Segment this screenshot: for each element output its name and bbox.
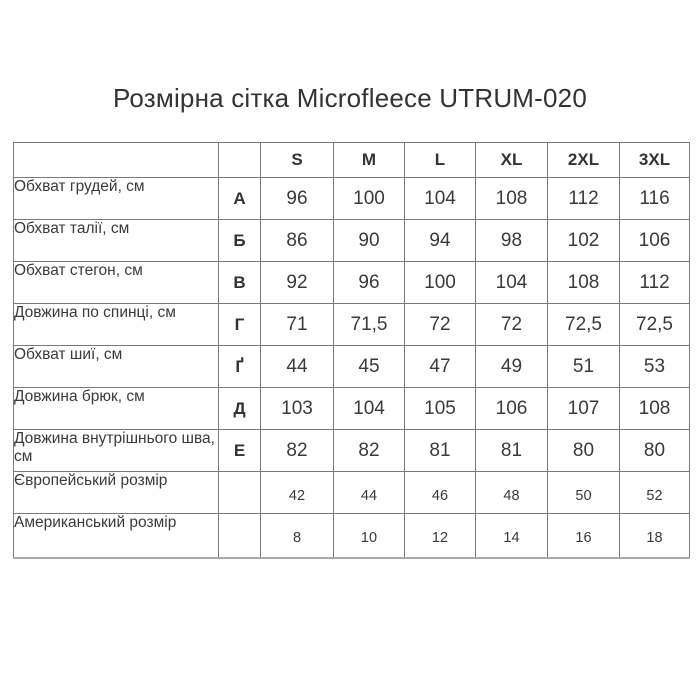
measurement-value: 104	[476, 262, 548, 304]
measurement-value: 96	[334, 262, 405, 304]
measurement-value: 103	[261, 388, 334, 430]
measurement-value: 52	[620, 472, 690, 514]
measurement-value: 72	[476, 304, 548, 346]
measurement-value: 80	[548, 430, 620, 472]
measurement-value: 72	[405, 304, 476, 346]
measurement-label: Довжина внутрішнього шва, см	[14, 430, 219, 472]
measurement-value: 102	[548, 220, 620, 262]
size-column-header: 3XL	[620, 143, 690, 178]
measurement-value: 50	[548, 472, 620, 514]
measurement-letter	[219, 472, 261, 514]
measurement-letter	[219, 514, 261, 558]
page-title: Розмірна сітка Microfleece UTRUM-020	[112, 83, 588, 113]
measurement-value: 81	[405, 430, 476, 472]
measurement-label: Довжина брюк, см	[14, 388, 219, 430]
measurement-value: 48	[476, 472, 548, 514]
measurement-value: 47	[405, 346, 476, 388]
measurement-value: 96	[261, 178, 334, 220]
measurement-value: 92	[261, 262, 334, 304]
measurement-value: 18	[620, 514, 690, 558]
measurement-value: 82	[334, 430, 405, 472]
measurement-label: Європейський розмір	[14, 472, 219, 514]
size-chart-body	[14, 178, 690, 558]
corner-cell-label	[14, 143, 219, 178]
measurement-value: 71	[261, 304, 334, 346]
size-column-header: M	[334, 143, 405, 178]
measurement-value: 108	[476, 178, 548, 220]
measurement-value: 81	[476, 430, 548, 472]
measurement-value: 100	[405, 262, 476, 304]
measurement-label: Американський розмір	[14, 514, 219, 558]
measurement-letter: Б	[219, 220, 261, 262]
measurement-value: 16	[548, 514, 620, 558]
measurement-value: 45	[334, 346, 405, 388]
measurement-label: Довжина по спинці, см	[14, 304, 219, 346]
table-row	[14, 430, 690, 472]
table-row	[14, 472, 690, 514]
size-column-header: S	[261, 143, 334, 178]
measurement-value: 100	[334, 178, 405, 220]
measurement-letter: А	[219, 178, 261, 220]
measurement-value: 44	[261, 346, 334, 388]
measurement-value: 10	[334, 514, 405, 558]
measurement-value: 90	[334, 220, 405, 262]
measurement-value: 14	[476, 514, 548, 558]
measurement-value: 112	[548, 178, 620, 220]
measurement-value: 12	[405, 514, 476, 558]
measurement-value: 108	[620, 388, 690, 430]
measurement-value: 94	[405, 220, 476, 262]
table-row	[14, 304, 690, 346]
header-row	[14, 143, 690, 178]
measurement-value: 104	[334, 388, 405, 430]
measurement-value: 108	[548, 262, 620, 304]
measurement-value: 51	[548, 346, 620, 388]
measurement-letter: Г	[219, 304, 261, 346]
measurement-value: 8	[261, 514, 334, 558]
corner-cell-letter	[219, 143, 261, 178]
measurement-value: 106	[620, 220, 690, 262]
table-row	[14, 346, 690, 388]
measurement-value: 71,5	[334, 304, 405, 346]
table-row	[14, 220, 690, 262]
measurement-letter: Е	[219, 430, 261, 472]
measurement-label: Обхват стегон, см	[14, 262, 219, 304]
measurement-value: 49	[476, 346, 548, 388]
measurement-value: 44	[334, 472, 405, 514]
size-column-header: XL	[476, 143, 548, 178]
measurement-value: 82	[261, 430, 334, 472]
measurement-value: 80	[620, 430, 690, 472]
measurement-letter: В	[219, 262, 261, 304]
table-row	[14, 514, 690, 558]
measurement-value: 46	[405, 472, 476, 514]
measurement-value: 53	[620, 346, 690, 388]
size-column-header: 2XL	[548, 143, 620, 178]
table-row	[14, 388, 690, 430]
measurement-value: 72,5	[620, 304, 690, 346]
measurement-value: 105	[405, 388, 476, 430]
measurement-value: 112	[620, 262, 690, 304]
table-row	[14, 178, 690, 220]
measurement-label: Обхват грудей, см	[14, 178, 219, 220]
measurement-value: 98	[476, 220, 548, 262]
measurement-value: 86	[261, 220, 334, 262]
measurement-value: 42	[261, 472, 334, 514]
measurement-letter: Ґ	[219, 346, 261, 388]
measurement-value: 72,5	[548, 304, 620, 346]
measurement-label: Обхват шиї, см	[14, 346, 219, 388]
measurement-value: 116	[620, 178, 690, 220]
size-chart-table	[13, 142, 690, 559]
size-column-header: L	[405, 143, 476, 178]
measurement-value: 104	[405, 178, 476, 220]
measurement-letter: Д	[219, 388, 261, 430]
measurement-label: Обхват талії, см	[14, 220, 219, 262]
measurement-value: 107	[548, 388, 620, 430]
table-row	[14, 262, 690, 304]
measurement-value: 106	[476, 388, 548, 430]
